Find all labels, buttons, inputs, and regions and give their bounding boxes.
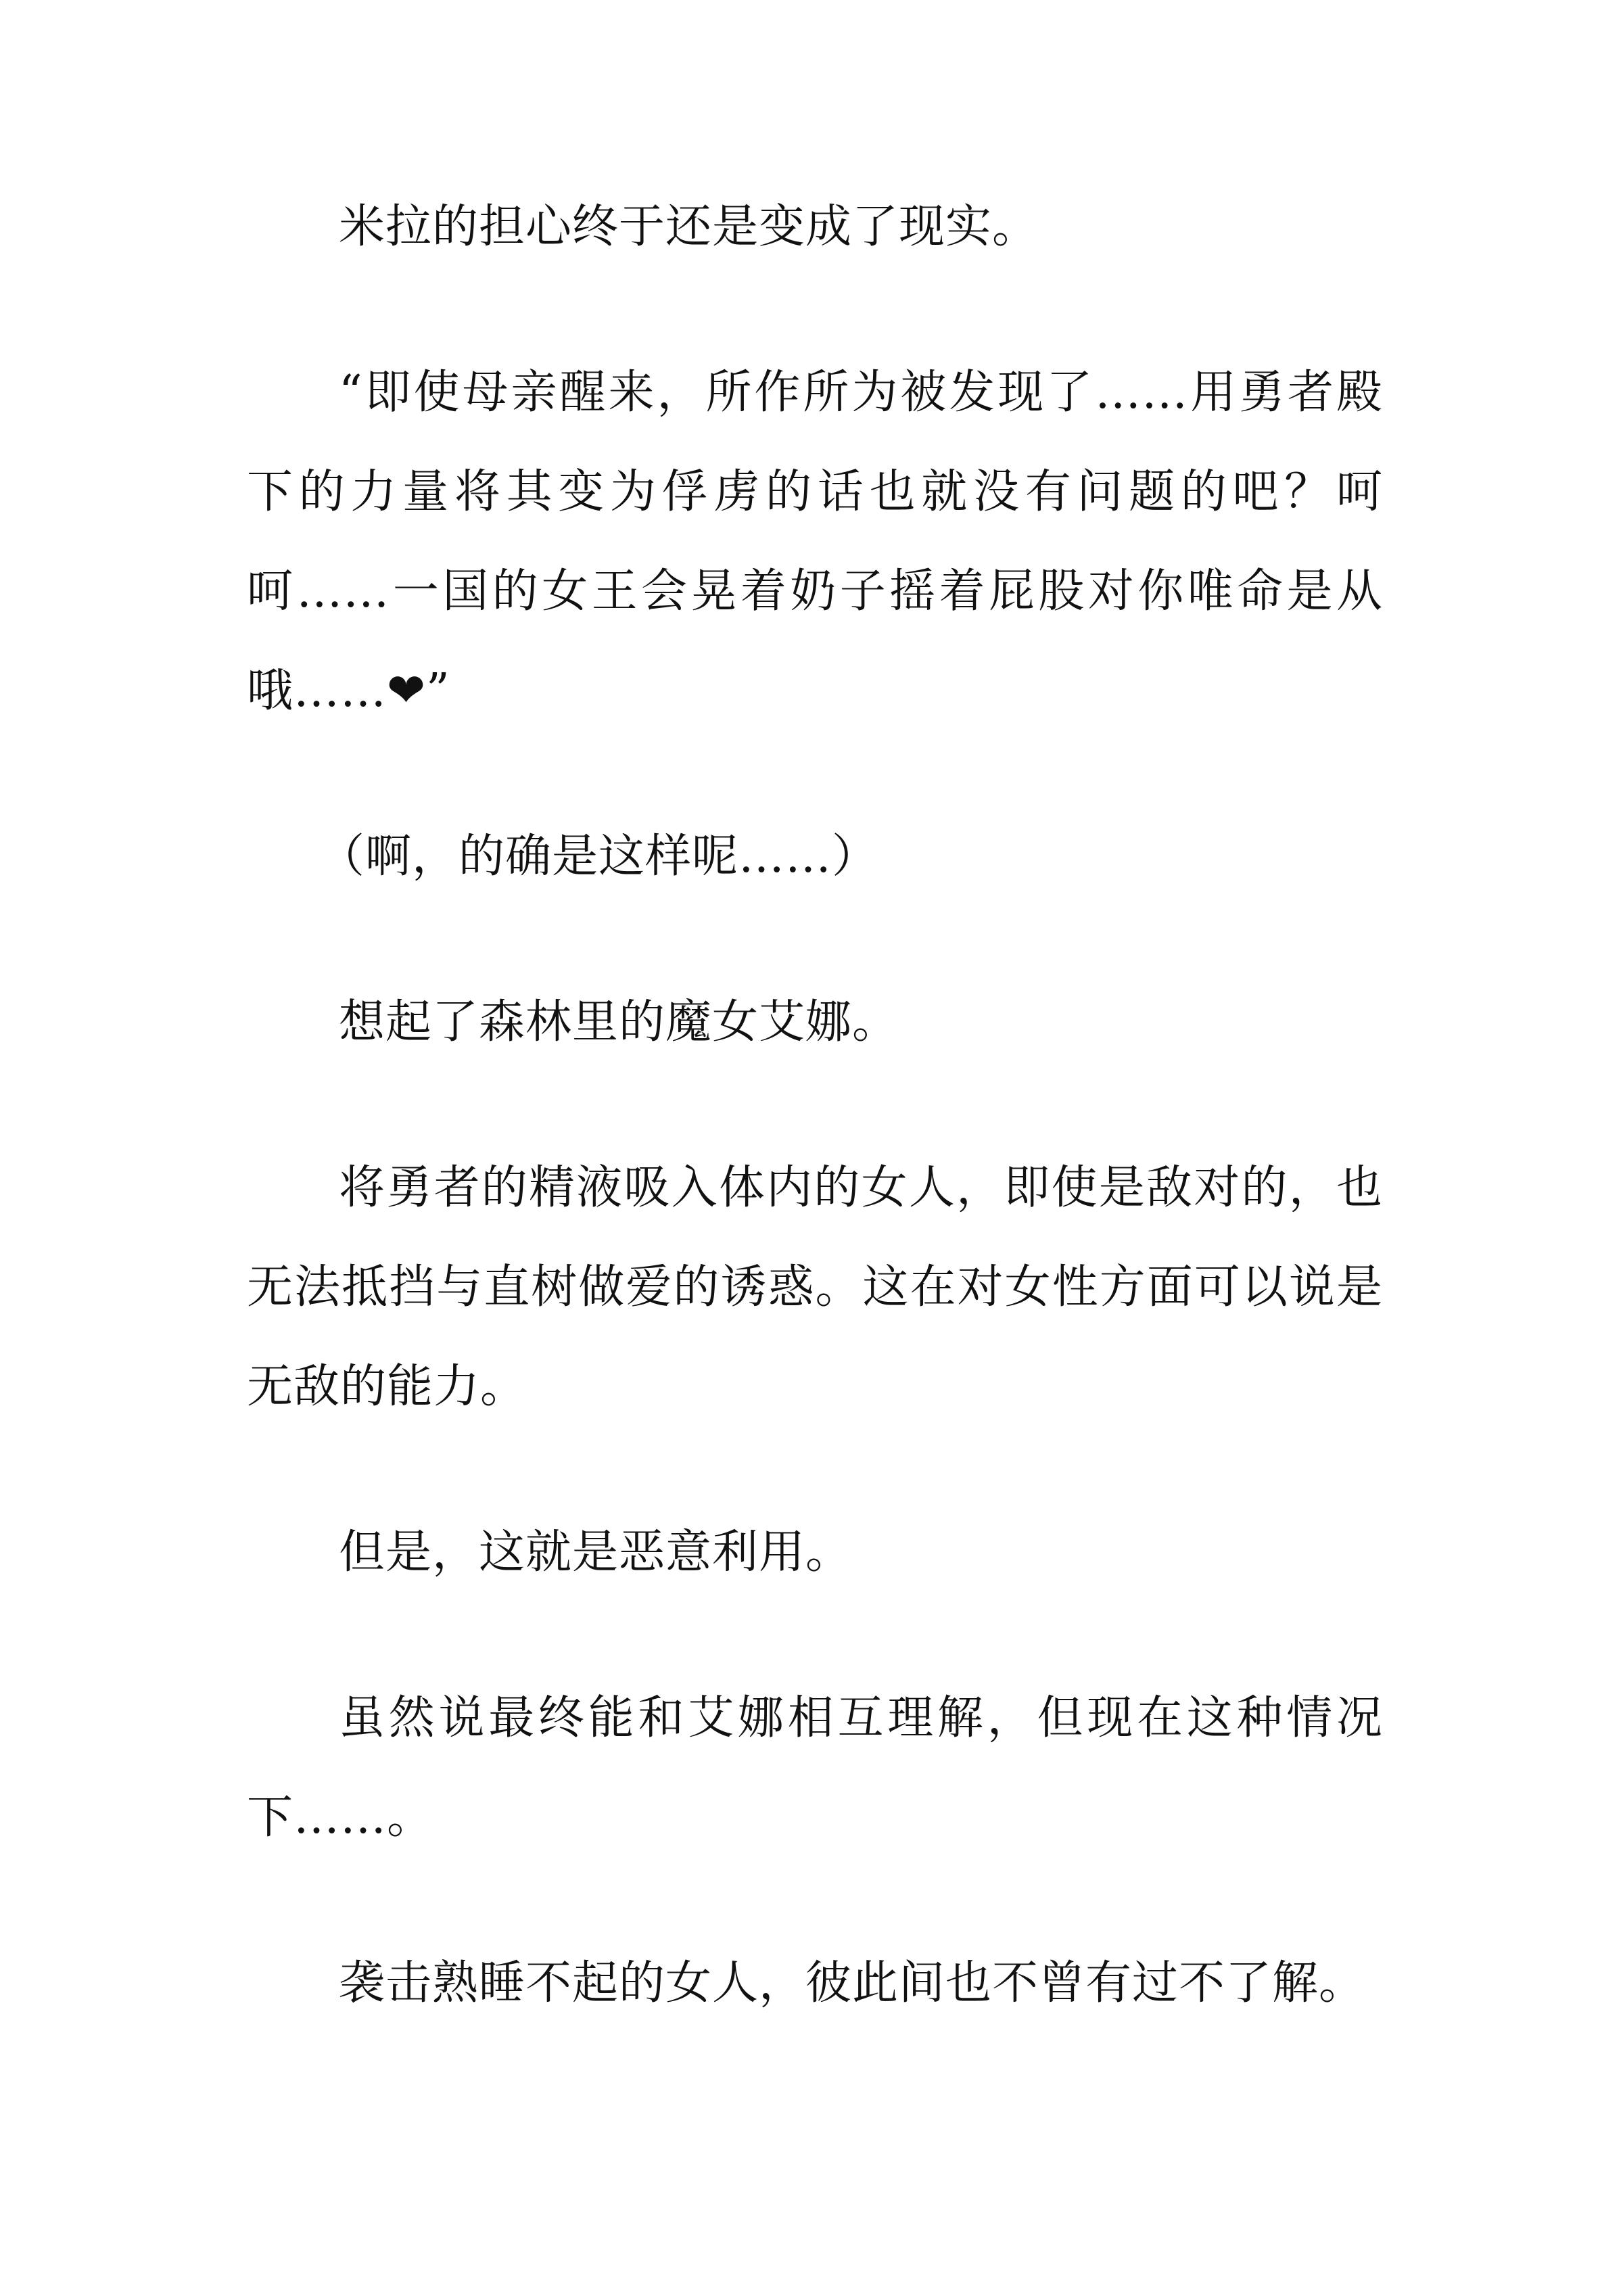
paragraph-3: （啊，的确是这样呢……） <box>319 830 879 883</box>
body-text <box>247 177 1383 2099</box>
paragraph-4: 想起了森林里的魔女艾娜。 <box>339 995 899 1049</box>
paragraph-2: “即使母亲醒来，所作所为被发现了……用勇者殿下的力量将其变为俘虏的话也就没有问题的吧？呵呵……一国的女王会晃着奶子摇着屁股对你唯命是从哦……❤” <box>247 366 1383 718</box>
paragraph-7: 虽然说最终能和艾娜相互理解，但现在这种情况下……。 <box>247 1691 1383 1844</box>
paragraph-8: 袭击熟睡不起的女人，彼此间也不曾有过不了解。 <box>339 1957 1366 2010</box>
paragraph-1: 米拉的担心终于还是变成了现实。 <box>339 200 1039 254</box>
paragraph-5: 将勇者的精液吸入体内的女人，即使是敌对的，也无法抵挡与直树做爱的诱惑。这在对女性方面可以说是无敌的能力。 <box>247 1161 1383 1413</box>
paragraph-6: 但是，这就是恶意利用。 <box>339 1526 853 1579</box>
